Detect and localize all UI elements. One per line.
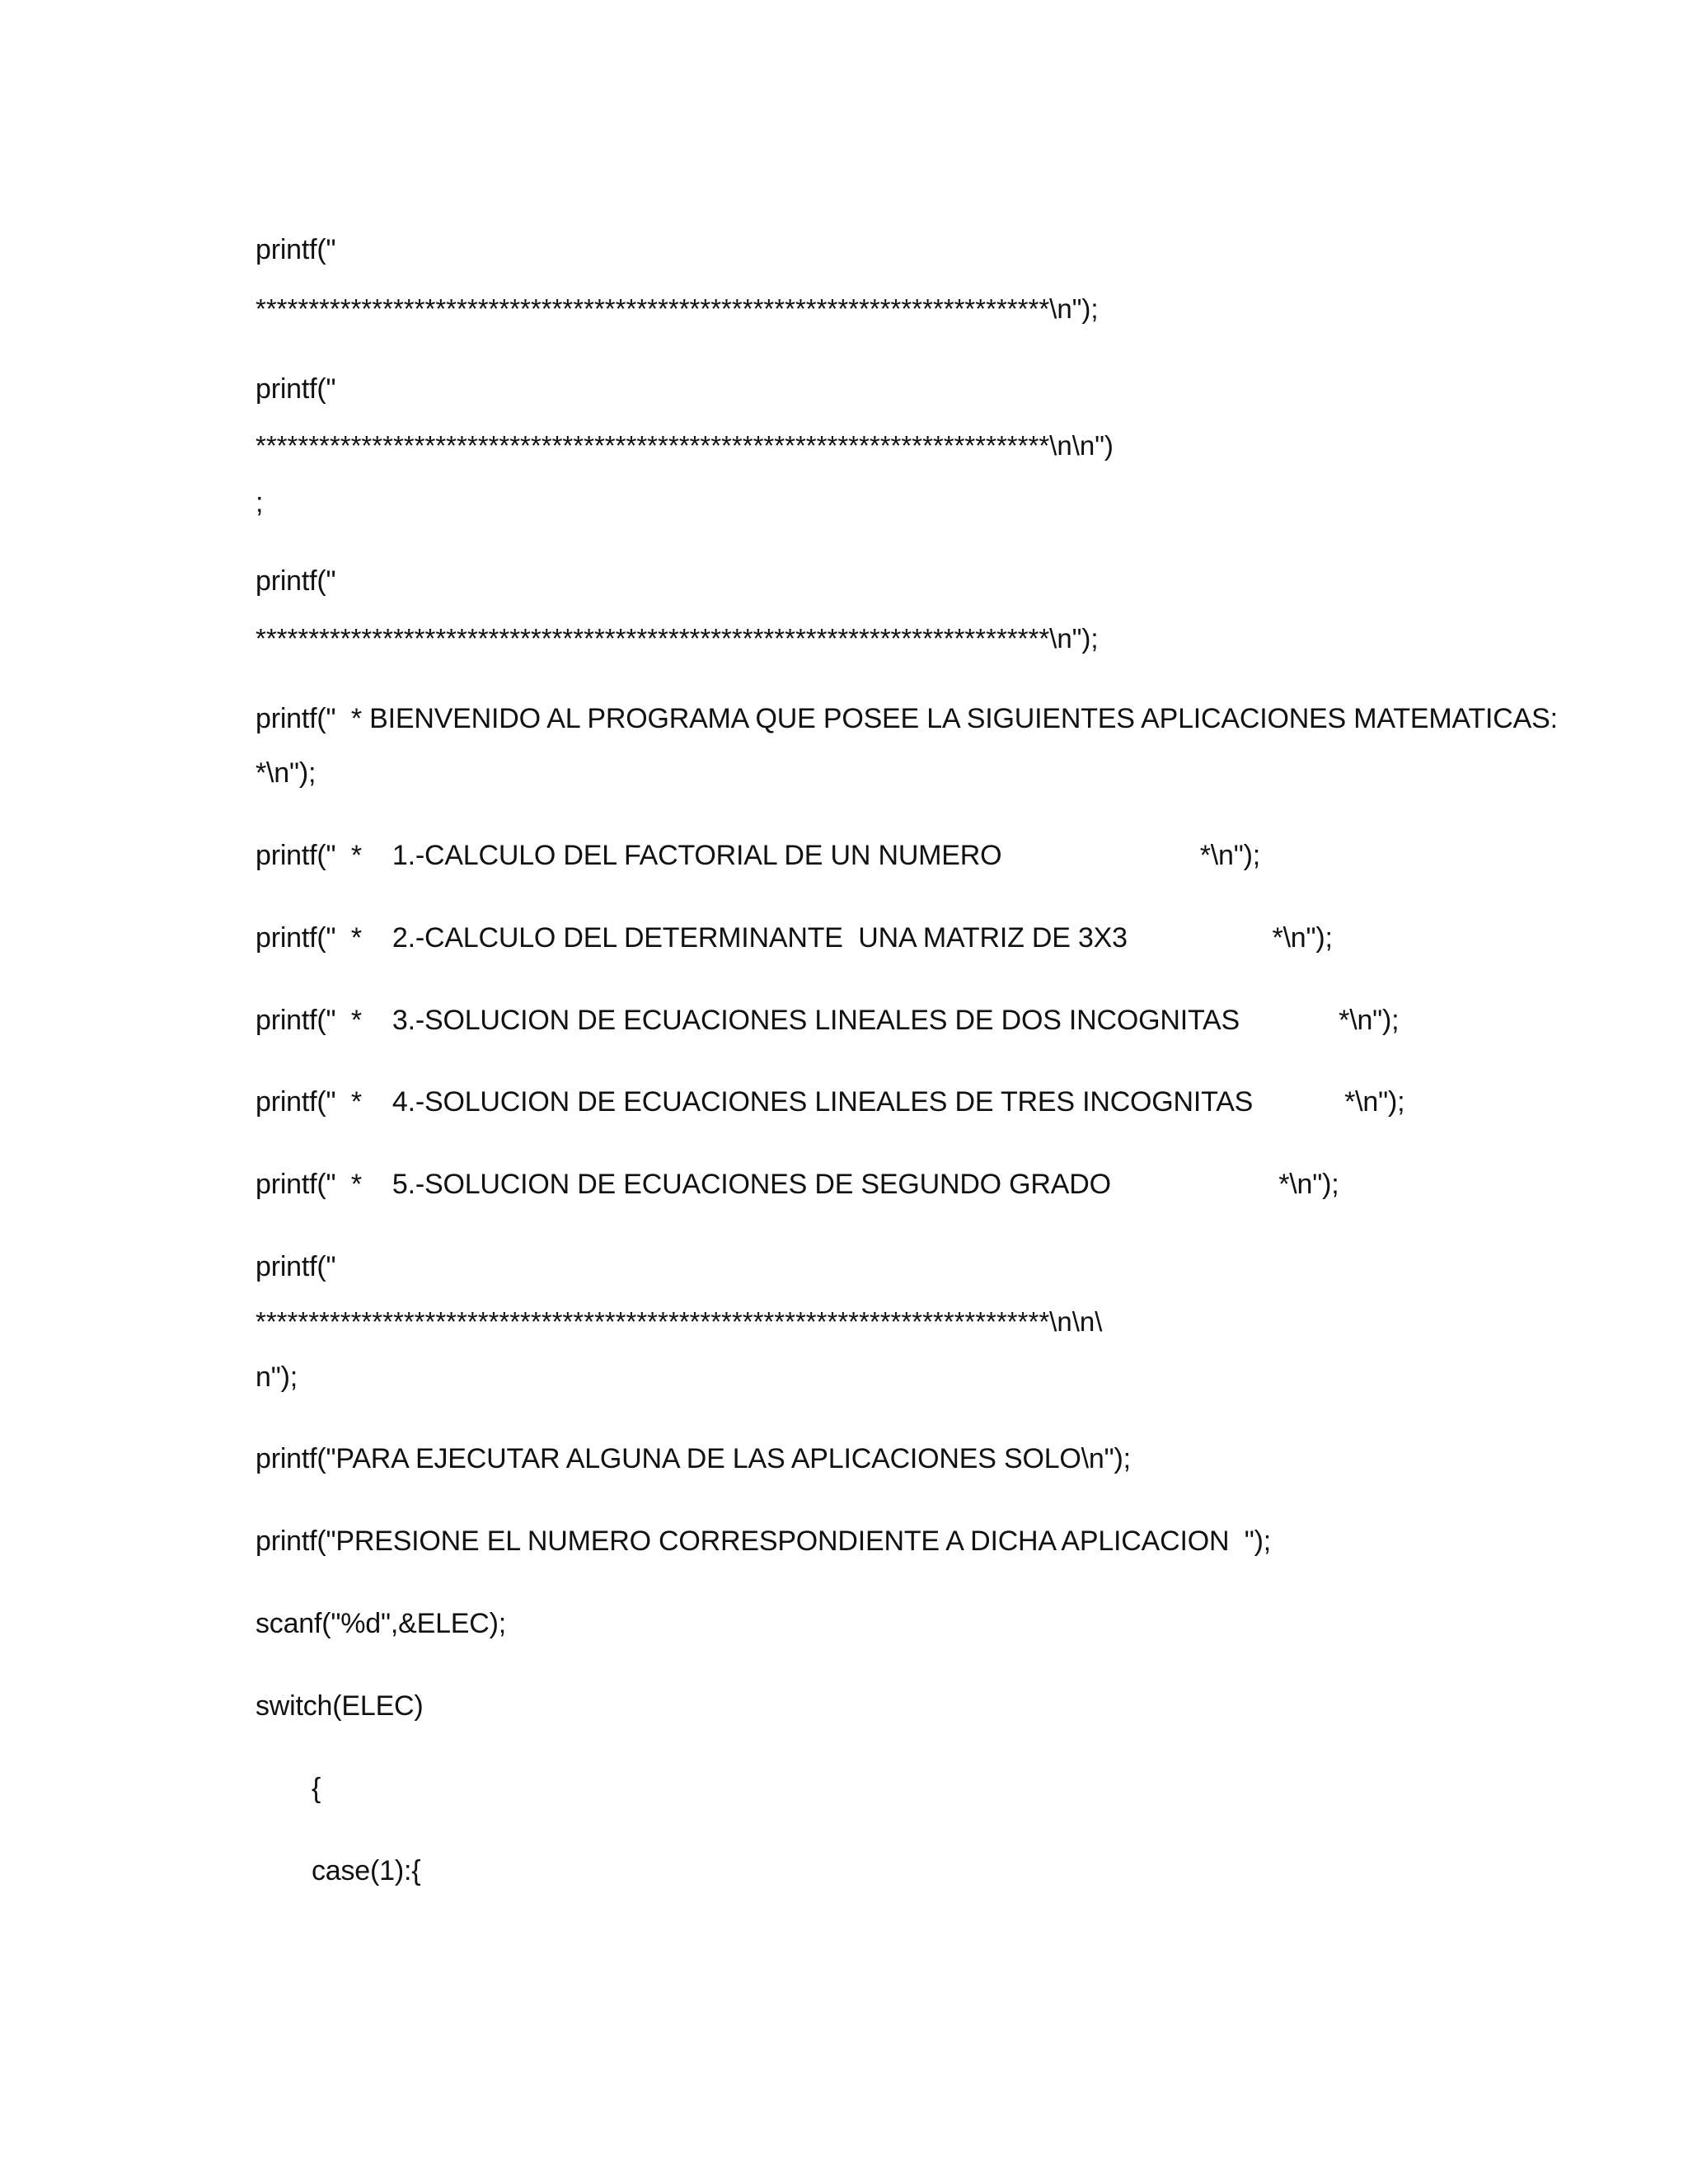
code-line-option-4: printf(" * 4.-SOLUCION DE ECUACIONES LINEALES DE TRES INCOGNITAS *\n"); bbox=[256, 1086, 1405, 1118]
code-line-welcome-end: *\n"); bbox=[256, 757, 316, 789]
code-line-printf-open-4: printf(" bbox=[256, 1251, 336, 1282]
code-line-printf-open-2: printf(" bbox=[256, 373, 336, 405]
code-line-scanf: scanf("%d",&ELEC); bbox=[256, 1608, 506, 1639]
code-line-welcome: printf(" * BIENVENIDO AL PROGRAMA QUE POSEE LA SIGUIENTES APLICACIONES MATEMATICAS: bbox=[256, 703, 1558, 734]
code-line-instruction-2: printf("PRESIONE EL NUMERO CORRESPONDIENTE A DICHA APLICACION "); bbox=[256, 1526, 1272, 1557]
code-line-option-3: printf(" * 3.-SOLUCION DE ECUACIONES LINEALES DE DOS INCOGNITAS *\n"); bbox=[256, 1005, 1400, 1036]
code-line-stars-3: ***************************************************************************\n"); bbox=[256, 623, 1099, 654]
code-line-printf-open-1: printf(" bbox=[256, 234, 336, 265]
code-line-case-1: case(1):{ bbox=[312, 1855, 421, 1886]
code-line-option-2: printf(" * 2.-CALCULO DEL DETERMINANTE UNA MATRIZ DE 3X3 *\n"); bbox=[256, 922, 1333, 954]
code-line-instruction-1: printf("PARA EJECUTAR ALGUNA DE LAS APLICACIONES SOLO\n"); bbox=[256, 1443, 1131, 1474]
code-line-stars-4-end: n"); bbox=[256, 1361, 298, 1393]
code-line-option-1: printf(" * 1.-CALCULO DEL FACTORIAL DE UN NUMERO *\n"); bbox=[256, 840, 1261, 871]
code-line-semicolon: ; bbox=[256, 487, 264, 518]
code-line-stars-1: ***************************************************************************\n"); bbox=[256, 293, 1099, 324]
code-line-open-brace: { bbox=[312, 1773, 321, 1804]
code-line-stars-2: ***************************************************************************\n\n") bbox=[256, 430, 1114, 461]
code-line-stars-4: ***************************************************************************\n\n\ bbox=[256, 1306, 1103, 1337]
code-line-printf-open-3: printf(" bbox=[256, 565, 336, 597]
code-line-option-5: printf(" * 5.-SOLUCION DE ECUACIONES DE SEGUNDO GRADO *\n"); bbox=[256, 1169, 1339, 1200]
code-line-switch: switch(ELEC) bbox=[256, 1690, 424, 1722]
